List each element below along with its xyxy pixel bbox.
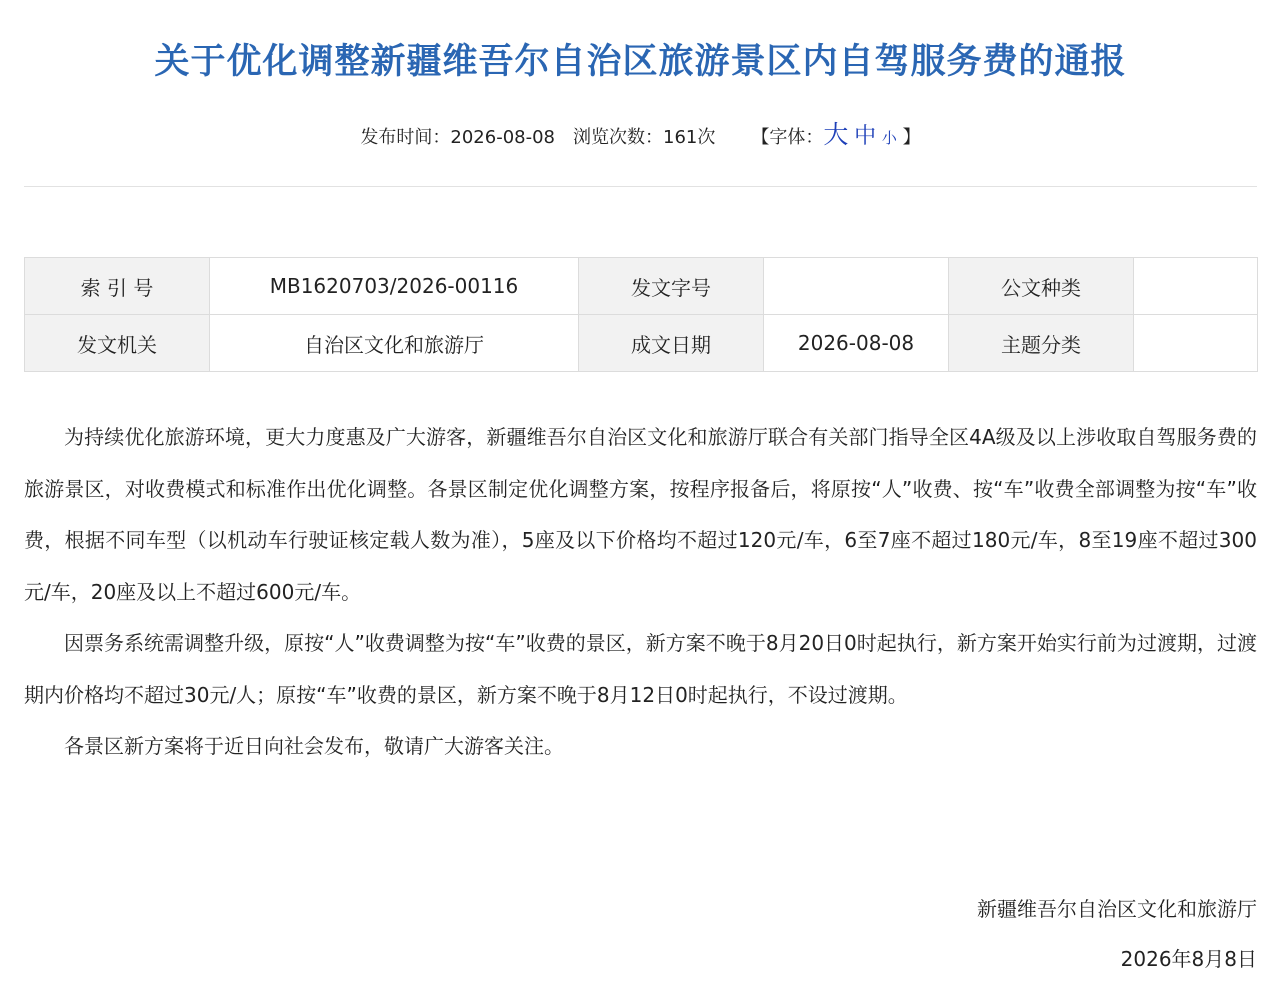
issuing-agency-value: 自治区文化和旅游厅	[210, 315, 579, 372]
header-divider	[24, 186, 1257, 187]
document-page	[24, 0, 1257, 986]
topic-category-value	[1134, 315, 1258, 372]
article-meta	[24, 120, 1257, 153]
document-type-label: 公文种类	[949, 258, 1134, 315]
topic-category-label: 主题分类	[949, 315, 1134, 372]
document-number-label: 发文字号	[579, 258, 764, 315]
font-size-prefix: 【字体：	[751, 127, 824, 148]
issue-date-label: 成文日期	[579, 315, 764, 372]
body-paragraph: 为持续优化旅游环境，更大力度惠及广大游客，新疆维吾尔自治区文化和旅游厅联合有关部门指导全区4A级及以上涉收取自驾服务费的旅游景区，对收费模式和标准作出优化调整。各景区制定优化调整方案，按程序报备后，将原按“人”收费、按“车”收费全部调整为按“车”收费，根据不同车型（以机动车行驶证核定载人数为准），5座及以下价格均不超过120元/车，6至7座不超过180元/车，8至19座不超过300元/车，20座及以上不超过600元/车。	[24, 425, 1257, 604]
document-info-table	[24, 257, 1258, 372]
body-paragraph: 因票务系统需调整升级，原按“人”收费调整为按“车”收费的景区，新方案不晚于8月20日0时起执行，新方案开始实行前为过渡期，过渡期内价格均不超过30元/人；原按“车”收费的景区，新方案不晚于8月12日0时起执行，不设过渡期。	[24, 631, 1257, 707]
publish-time-value: 2026-08-08	[450, 127, 555, 148]
info-row	[25, 315, 1258, 372]
issue-date-value: 2026-08-08	[764, 315, 949, 372]
document-number-value	[764, 258, 949, 315]
signature-organization: 新疆维吾尔自治区文化和旅游厅	[977, 897, 1257, 921]
index-number-value: MB1620703/2026-00116	[210, 258, 579, 315]
font-size-medium-link[interactable]: 中	[854, 124, 877, 149]
info-row	[25, 258, 1258, 315]
view-count-label: 浏览次数：	[573, 127, 663, 148]
body-paragraph: 各景区新方案将于近日向社会发布，敬请广大游客关注。	[64, 734, 564, 758]
font-size-small-link[interactable]: 小	[881, 129, 897, 147]
font-size-large-link[interactable]: 大	[823, 120, 849, 149]
index-number-label: 索 引 号	[25, 258, 210, 315]
view-count-value: 161次	[663, 127, 716, 148]
publish-time-label: 发布时间：	[360, 127, 451, 148]
page-title: 关于优化调整新疆维吾尔自治区旅游景区内自驾服务费的通报	[154, 42, 1127, 82]
signature-block	[977, 884, 1257, 984]
signature-date: 2026年8月8日	[1120, 947, 1257, 971]
font-size-suffix: 】	[896, 127, 921, 148]
document-type-value	[1134, 258, 1258, 315]
article-body	[24, 412, 1257, 773]
issuing-agency-label: 发文机关	[25, 315, 210, 372]
